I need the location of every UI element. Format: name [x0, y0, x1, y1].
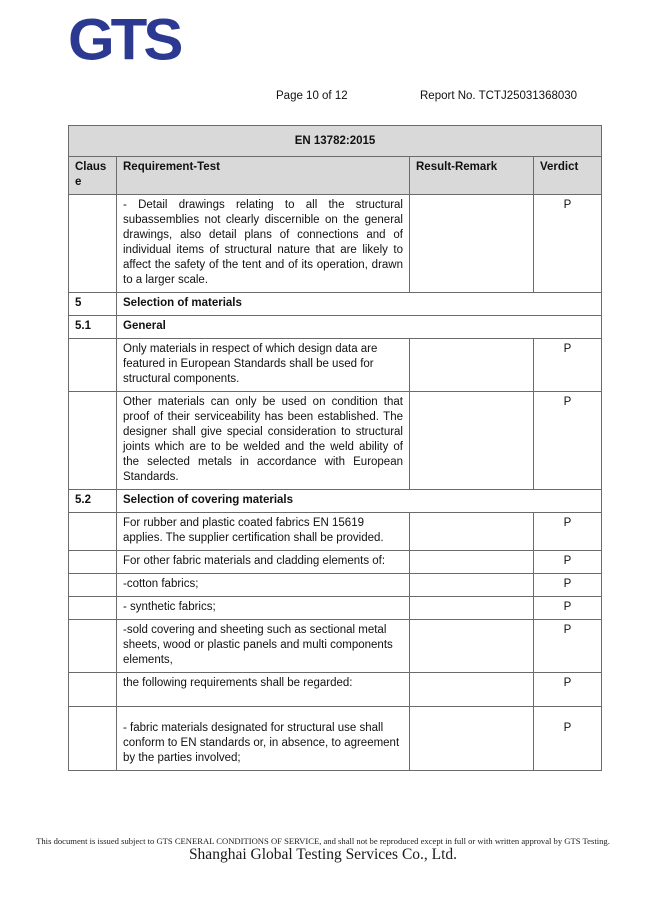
verdict-cell: P [534, 597, 602, 620]
clause-cell [69, 673, 117, 707]
clause-cell: 5.1 [69, 316, 117, 339]
verdict-cell: P [534, 513, 602, 551]
col-header-verdict: Verdict [534, 157, 602, 195]
table-row [69, 195, 602, 293]
result-cell [410, 673, 534, 707]
section-title-cell: Selection of covering materials [117, 490, 602, 513]
result-cell [410, 195, 534, 293]
table-row [69, 707, 602, 771]
result-cell [410, 551, 534, 574]
verdict-cell: P [534, 392, 602, 490]
requirement-cell: Other materials can only be used on condition that proof of their serviceability has been established. The designer shall give special consideration to structural joints which are to be welded and the weld ability of the selected metals in accordance with European Standards. [117, 392, 410, 490]
verdict-cell: P [534, 620, 602, 673]
page-number: Page 10 of 12 [276, 90, 348, 102]
verdict-cell: P [534, 195, 602, 293]
clause-cell [69, 620, 117, 673]
table-row [69, 513, 602, 551]
clause-cell [69, 707, 117, 771]
col-header-result: Result-Remark [410, 157, 534, 195]
clause-cell [69, 574, 117, 597]
requirement-cell: -sold covering and sheeting such as sectional metal sheets, wood or plastic panels and multi components elements, [117, 620, 410, 673]
result-cell [410, 707, 534, 771]
result-cell [410, 574, 534, 597]
requirement-cell: -cotton fabrics; [117, 574, 410, 597]
requirement-cell: For rubber and plastic coated fabrics EN 15619 applies. The supplier certification shall be provided. [117, 513, 410, 551]
table-row [69, 597, 602, 620]
result-cell [410, 597, 534, 620]
clause-cell: 5 [69, 293, 117, 316]
col-header-clause: Clause [69, 157, 117, 195]
verdict-cell: P [534, 673, 602, 707]
requirement-cell: the following requirements shall be regarded: [117, 673, 410, 707]
table-row [69, 339, 602, 392]
section-row [69, 293, 602, 316]
verdict-cell: P [534, 339, 602, 392]
verdict-cell: P [534, 574, 602, 597]
section-title-cell: Selection of materials [117, 293, 602, 316]
result-cell [410, 392, 534, 490]
table-row [69, 392, 602, 490]
test-report-table [68, 125, 602, 771]
table-header-row [69, 157, 602, 195]
clause-cell: 5.2 [69, 490, 117, 513]
section-row [69, 316, 602, 339]
verdict-cell: P [534, 707, 602, 771]
requirement-cell: For other fabric materials and cladding elements of: [117, 551, 410, 574]
result-cell [410, 620, 534, 673]
requirement-cell: - Detail drawings relating to all the structural subassemblies not clearly discernible on the general drawings, also detail plans of connections and of individual items of structural nature that are likely to affect the safety of the tent and of its operation, drawn to a larger scale. [117, 195, 410, 293]
gts-logo: GTS [68, 6, 180, 73]
result-cell [410, 339, 534, 392]
table-row [69, 673, 602, 707]
clause-cell [69, 597, 117, 620]
table-row [69, 574, 602, 597]
requirement-cell: - fabric materials designated for structural use shall conform to EN standards or, in absence, to agreement by the parties involved; [117, 707, 410, 771]
section-title-cell: General [117, 316, 602, 339]
clause-cell [69, 392, 117, 490]
clause-cell [69, 339, 117, 392]
footer-disclaimer: This document is issued subject to GTS CENERAL CONDITIONS OF SERVICE, and shall not be reproduced except in full or with written approval by GTS Testing. [36, 836, 610, 846]
col-header-requirement: Requirement-Test [117, 157, 410, 195]
table-row [69, 551, 602, 574]
result-cell [410, 513, 534, 551]
clause-cell [69, 195, 117, 293]
requirement-cell: Only materials in respect of which design data are featured in European Standards shall be used for structural components. [117, 339, 410, 392]
section-row [69, 490, 602, 513]
clause-cell [69, 513, 117, 551]
table-caption: EN 13782:2015 [69, 126, 602, 157]
report-number: Report No. TCTJ25031368030 [420, 90, 578, 102]
clause-cell [69, 551, 117, 574]
table-row [69, 620, 602, 673]
table-caption-row [69, 126, 602, 157]
verdict-cell: P [534, 551, 602, 574]
requirement-cell: - synthetic fabrics; [117, 597, 410, 620]
footer-company: Shanghai Global Testing Services Co., Ltd. [188, 846, 458, 863]
